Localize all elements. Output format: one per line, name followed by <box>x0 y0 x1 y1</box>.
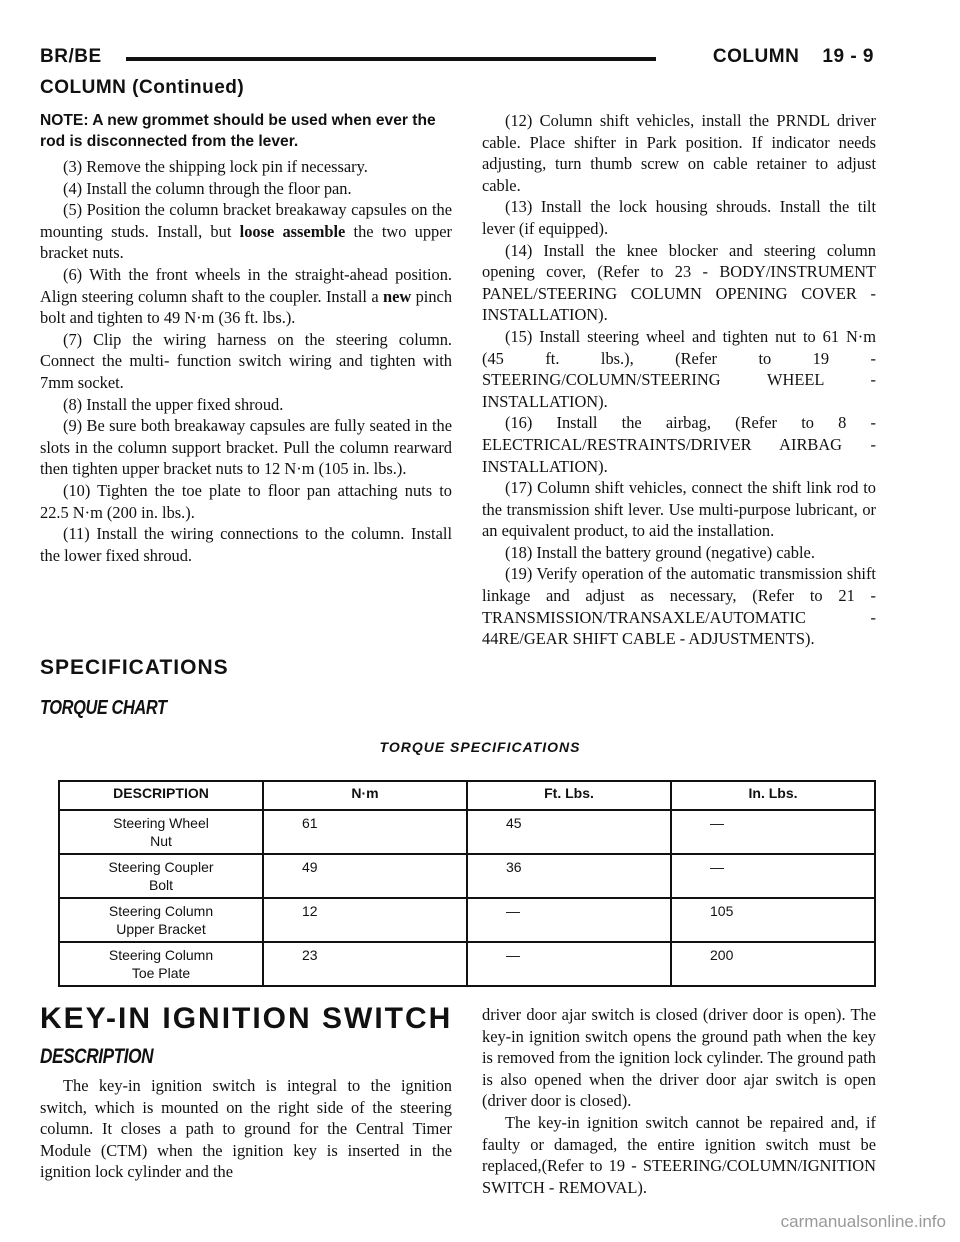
description-heading: DESCRIPTION <box>40 1045 154 1068</box>
nm-cell: 61 <box>263 810 467 854</box>
in-lbs-cell: 105 <box>671 898 875 942</box>
in-lbs-cell: — <box>671 810 875 854</box>
continued-title: COLUMN (Continued) <box>40 77 245 98</box>
step-13: (13) Install the lock housing shrouds. Install the tilt lever (if equipped). <box>482 197 876 238</box>
column-header-description: DESCRIPTION <box>59 781 263 810</box>
watermark: carmanualsonline.info <box>780 1212 946 1231</box>
key-in-ignition-switch-heading: KEY-IN IGNITION SWITCH <box>40 1002 453 1035</box>
ft-lbs-cell: — <box>467 898 671 942</box>
ft-lbs-cell: 45 <box>467 810 671 854</box>
column-header-nm: N·m <box>263 781 467 810</box>
torque-chart-heading: TORQUE CHART <box>40 697 167 719</box>
specifications-heading: SPECIFICATIONS <box>40 656 229 679</box>
torque-specifications-table <box>58 780 876 987</box>
table-row <box>59 898 875 942</box>
step-16: (16) Install the airbag, (Refer to 8 - ELECTRICAL/RESTRAINTS/DRIVER AIRBAG - INSTALLATION). <box>482 413 876 476</box>
step-19: (19) Verify operation of the automatic transmission shift linkage and adjust as necessary, (Refer to 21 - TRANSMISSION/TRANSAXLE/AUTOMATIC - 44RE/GEAR SHIFT CABLE - ADJUSTMENTS). <box>482 564 876 649</box>
in-lbs-cell: — <box>671 854 875 898</box>
step-12: (12) Column shift vehicles, install the PRNDL driver cable. Place shifter in Park position. If indicator needs adjusting, turn thumb screw on cable retainer to adjust cable. <box>482 111 876 195</box>
nm-cell: 12 <box>263 898 467 942</box>
step-9: (9) Be sure both breakaway capsules are fully seated in the slots in the column support bracket. Pull the column rearward then tighten upper bracket nuts to 12 N·m (105 in. lbs.). <box>40 416 452 479</box>
description-cell: Steering Coupler Bolt <box>59 854 263 898</box>
table-row <box>59 810 875 854</box>
note: NOTE: A new grommet should be used when ever the rod is disconnected from the lever. <box>40 112 436 150</box>
key-in-paragraph-2: The key-in ignition switch cannot be repaired and, if faulty or damaged, the entire ignition switch must be replaced,(Refer to 19 - STEERING/COLUMN/IGNITION SWITCH - REMOVAL). <box>482 1112 876 1197</box>
step-11: (11) Install the wiring connections to the column. Install the lower fixed shroud. <box>40 524 452 565</box>
step-4: (4) Install the column through the floor pan. <box>63 178 352 198</box>
step-5: (5) Position the column bracket breakaway capsules on the mounting studs. Install, but loose assemble the two upper bracket nuts. <box>40 200 452 263</box>
step-3: (3) Remove the shipping lock pin if necessary. <box>63 157 368 176</box>
step-18: (18) Install the battery ground (negative) cable. <box>505 542 815 562</box>
table-row <box>59 942 875 986</box>
step-10: (10) Tighten the toe plate to floor pan attaching nuts to 22.5 N·m (200 in. lbs.). <box>40 480 452 522</box>
step-15: (15) Install steering wheel and tighten nut to 61 N·m (45 ft. lbs.), (Refer to 19 - STEERING/COLUMN/STEERING WHEEL - INSTALLATION). <box>482 326 876 411</box>
header-section-page: COLUMN 19 - 9 <box>712 46 874 67</box>
description-cell: Steering Column Upper Bracket <box>59 898 263 942</box>
ft-lbs-cell: 36 <box>467 854 671 898</box>
table-caption: TORQUE SPECIFICATIONS <box>379 739 581 755</box>
step-17: (17) Column shift vehicles, connect the shift link rod to the transmission shift lever. Use multi-purpose lubricant, or an equivalent product, to aid the installation. <box>482 478 876 541</box>
description-cell: Steering Column Toe Plate <box>59 942 263 986</box>
header-rule <box>126 57 656 61</box>
column-header-ft-lbs: Ft. Lbs. <box>467 781 671 810</box>
key-in-paragraph-1-right: driver door ajar switch is closed (driver door is open). The key-in ignition switch opens the ground path when the key is removed from the ignition lock cylinder. The ground path is also opened when the driver door ajar switch is open (driver door is closed). <box>482 1005 876 1111</box>
step-8: (8) Install the upper fixed shroud. <box>63 394 284 414</box>
header-vehicle-code: BR/BE <box>40 46 102 67</box>
nm-cell: 49 <box>263 854 467 898</box>
in-lbs-cell: 200 <box>671 942 875 986</box>
ft-lbs-cell: — <box>467 942 671 986</box>
nm-cell: 23 <box>263 942 467 986</box>
step-14: (14) Install the knee blocker and steering column opening cover, (Refer to 23 - BODY/INSTRUMENT PANEL/STEERING COLUMN OPENING COVER - INSTALLATION). <box>482 240 876 325</box>
key-in-right-column <box>482 1004 876 1198</box>
table-row <box>59 854 875 898</box>
table-header-row <box>59 781 875 810</box>
column-header-in-lbs: In. Lbs. <box>671 781 875 810</box>
step-7: (7) Clip the wiring harness on the steering column. Connect the multi- function switch wiring and tighten with 7mm socket. <box>40 329 452 392</box>
left-column <box>40 110 452 566</box>
key-in-paragraph-1-left: The key-in ignition switch is integral to the ignition switch, which is mounted on the right side of the steering column. It closes a path to ground for the Central Timer Module (CTM) when the ignition key is inserted in the ignition lock cylinder and the <box>40 1076 452 1182</box>
page-header <box>40 44 874 72</box>
key-in-left-column <box>40 1075 452 1183</box>
step-6: (6) With the front wheels in the straight-ahead position. Align steering column shaft to the coupler. Install a new pinch bolt and tighten to 49 N·m (36 ft. lbs.). <box>40 264 453 328</box>
right-column <box>482 110 876 650</box>
description-cell: Steering Wheel Nut <box>59 810 263 854</box>
